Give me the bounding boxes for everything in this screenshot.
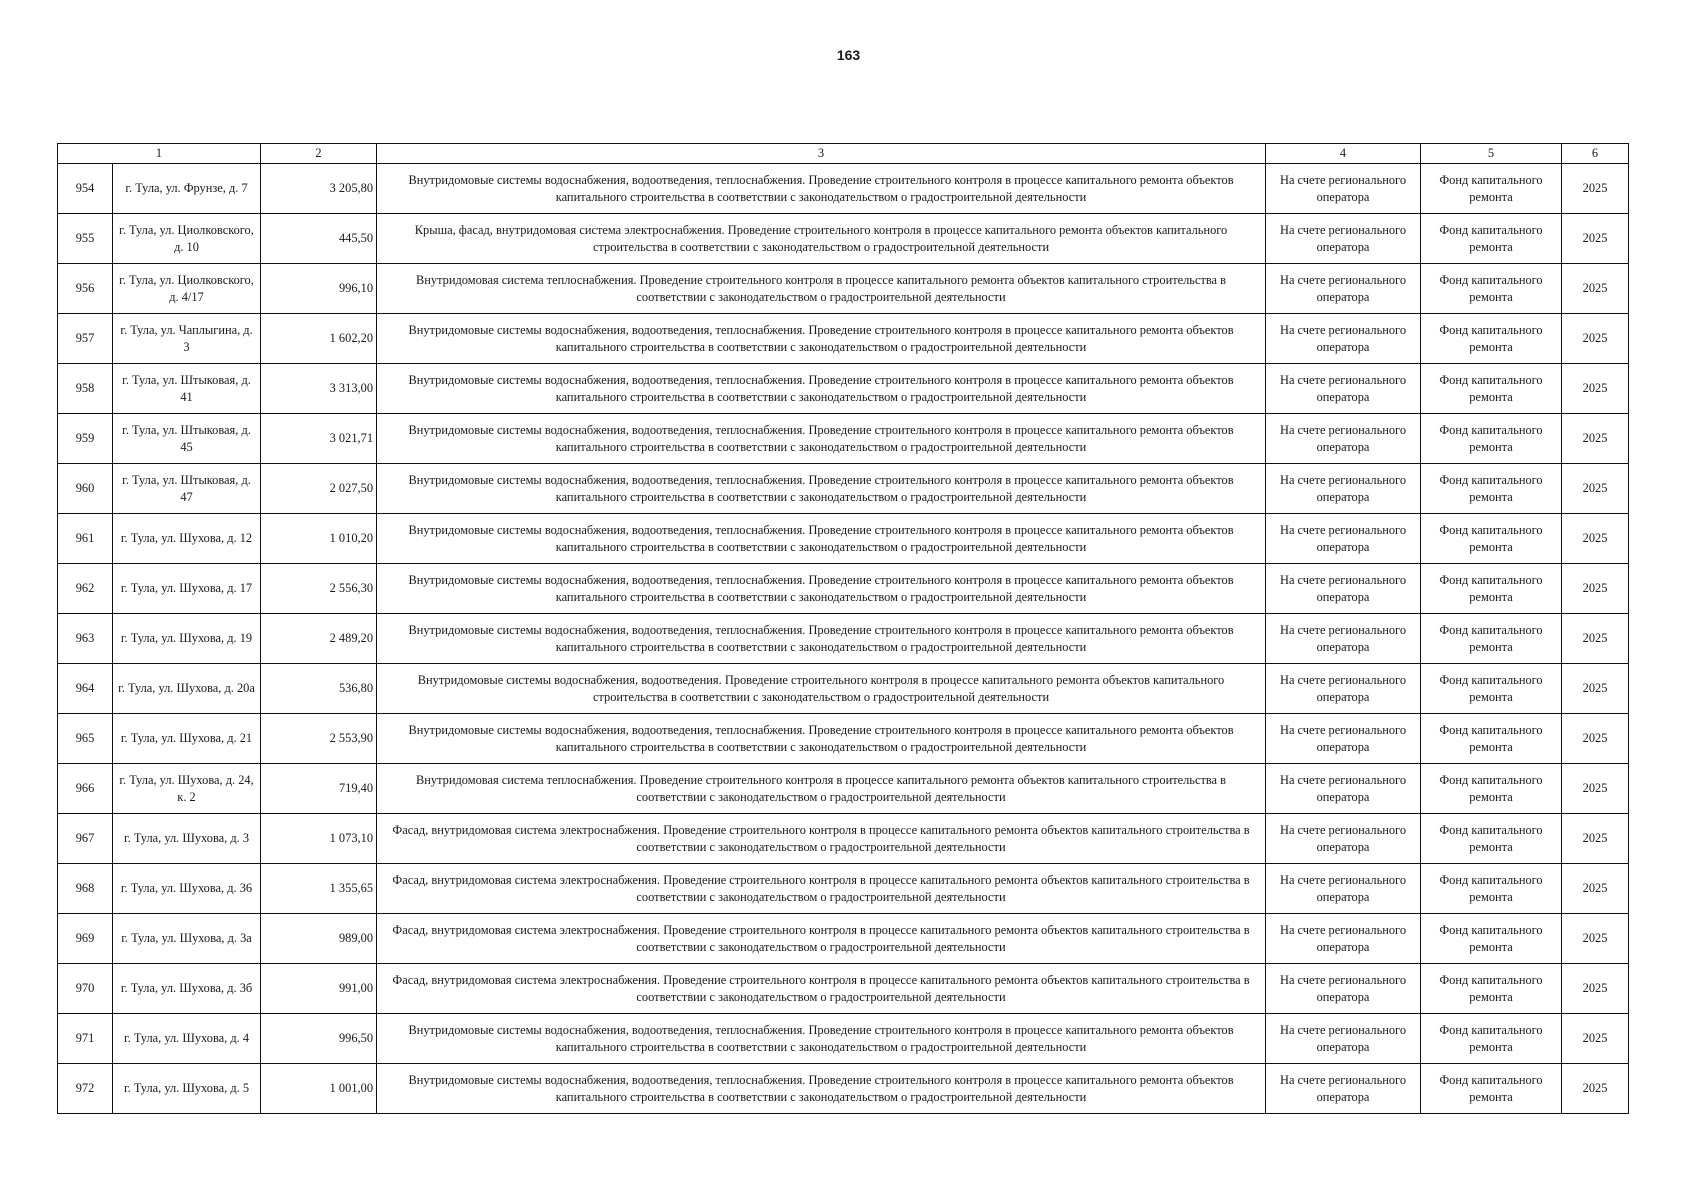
works-description-cell: Внутридомовая система теплоснабжения. Проведение строительного контроля в процессе капитального ремонта объектов капитального строительства в соответствии с законодательством о градостроительной деятельности bbox=[377, 264, 1266, 314]
funding-source-cell: Фонд капитального ремонта bbox=[1421, 414, 1562, 464]
row-number: 970 bbox=[58, 964, 113, 1014]
account-method-cell: На счете регионального оператора bbox=[1266, 464, 1421, 514]
area-cell: 2 489,20 bbox=[261, 614, 377, 664]
column-number-row bbox=[58, 144, 1629, 164]
account-method-cell: На счете регионального оператора bbox=[1266, 364, 1421, 414]
works-description-cell: Внутридомовые системы водоснабжения, водоотведения, теплоснабжения. Проведение строительного контроля в процессе капитального ремонта объектов капитального строительства в соответствии с законодательством о градостроительной деятельности bbox=[377, 514, 1266, 564]
works-description-cell: Фасад, внутридомовая система электроснабжения. Проведение строительного контроля в процессе капитального ремонта объектов капитального строительства в соответствии с законодательством о градостроительной деятельности bbox=[377, 864, 1266, 914]
account-method-cell: На счете регионального оператора bbox=[1266, 214, 1421, 264]
funding-source-cell: Фонд капитального ремонта bbox=[1421, 1064, 1562, 1114]
row-number: 961 bbox=[58, 514, 113, 564]
column-header-6: 6 bbox=[1562, 144, 1629, 164]
table-row bbox=[58, 864, 1629, 914]
account-method-cell: На счете регионального оператора bbox=[1266, 414, 1421, 464]
table-row bbox=[58, 764, 1629, 814]
row-number: 971 bbox=[58, 1014, 113, 1064]
year-cell: 2025 bbox=[1562, 264, 1629, 314]
table-row bbox=[58, 164, 1629, 214]
funding-source-cell: Фонд капитального ремонта bbox=[1421, 714, 1562, 764]
year-cell: 2025 bbox=[1562, 914, 1629, 964]
account-method-cell: На счете регионального оператора bbox=[1266, 614, 1421, 664]
works-description-cell: Внутридомовые системы водоснабжения, водоотведения, теплоснабжения. Проведение строительного контроля в процессе капитального ремонта объектов капитального строительства в соответствии с законодательством о градостроительной деятельности bbox=[377, 314, 1266, 364]
works-description-cell: Внутридомовая система теплоснабжения. Проведение строительного контроля в процессе капитального ремонта объектов капитального строительства в соответствии с законодательством о градостроительной деятельности bbox=[377, 764, 1266, 814]
page-number: 163 bbox=[836, 47, 861, 63]
account-method-cell: На счете регионального оператора bbox=[1266, 1064, 1421, 1114]
works-description-cell: Внутридомовые системы водоснабжения, водоотведения, теплоснабжения. Проведение строительного контроля в процессе капитального ремонта объектов капитального строительства в соответствии с законодательством о градостроительной деятельности bbox=[377, 1014, 1266, 1064]
row-number: 965 bbox=[58, 714, 113, 764]
works-description-cell: Фасад, внутридомовая система электроснабжения. Проведение строительного контроля в процессе капитального ремонта объектов капитального строительства в соответствии с законодательством о градостроительной деятельности bbox=[377, 814, 1266, 864]
address-cell: г. Тула, ул. Чаплыгина, д. 3 bbox=[113, 314, 261, 364]
year-cell: 2025 bbox=[1562, 314, 1629, 364]
account-method-cell: На счете регионального оператора bbox=[1266, 664, 1421, 714]
table-row bbox=[58, 514, 1629, 564]
row-number: 957 bbox=[58, 314, 113, 364]
table-row bbox=[58, 214, 1629, 264]
table-row bbox=[58, 464, 1629, 514]
row-number: 966 bbox=[58, 764, 113, 814]
year-cell: 2025 bbox=[1562, 1014, 1629, 1064]
year-cell: 2025 bbox=[1562, 964, 1629, 1014]
row-number: 955 bbox=[58, 214, 113, 264]
funding-source-cell: Фонд капитального ремонта bbox=[1421, 1014, 1562, 1064]
area-cell: 996,50 bbox=[261, 1014, 377, 1064]
works-description-cell: Внутридомовые системы водоснабжения, водоотведения, теплоснабжения. Проведение строительного контроля в процессе капитального ремонта объектов капитального строительства в соответствии с законодательством о градостроительной деятельности bbox=[377, 714, 1266, 764]
funding-source-cell: Фонд капитального ремонта bbox=[1421, 264, 1562, 314]
account-method-cell: На счете регионального оператора bbox=[1266, 564, 1421, 614]
works-description-cell: Внутридомовые системы водоснабжения, водоотведения, теплоснабжения. Проведение строительного контроля в процессе капитального ремонта объектов капитального строительства в соответствии с законодательством о градостроительной деятельности bbox=[377, 464, 1266, 514]
works-description-cell: Внутридомовые системы водоснабжения, водоотведения, теплоснабжения. Проведение строительного контроля в процессе капитального ремонта объектов капитального строительства в соответствии с законодательством о градостроительной деятельности bbox=[377, 614, 1266, 664]
account-method-cell: На счете регионального оператора bbox=[1266, 814, 1421, 864]
funding-source-cell: Фонд капитального ремонта bbox=[1421, 314, 1562, 364]
capital-repair-table bbox=[57, 143, 1629, 1114]
address-cell: г. Тула, ул. Шухова, д. 5 bbox=[113, 1064, 261, 1114]
area-cell: 1 355,65 bbox=[261, 864, 377, 914]
year-cell: 2025 bbox=[1562, 614, 1629, 664]
year-cell: 2025 bbox=[1562, 864, 1629, 914]
year-cell: 2025 bbox=[1562, 414, 1629, 464]
table-row bbox=[58, 364, 1629, 414]
column-header-4: 4 bbox=[1266, 144, 1421, 164]
year-cell: 2025 bbox=[1562, 564, 1629, 614]
funding-source-cell: Фонд капитального ремонта bbox=[1421, 614, 1562, 664]
works-description-cell: Фасад, внутридомовая система электроснабжения. Проведение строительного контроля в процессе капитального ремонта объектов капитального строительства в соответствии с законодательством о градостроительной деятельности bbox=[377, 964, 1266, 1014]
area-cell: 719,40 bbox=[261, 764, 377, 814]
area-cell: 3 205,80 bbox=[261, 164, 377, 214]
works-description-cell: Внутридомовые системы водоснабжения, водоотведения, теплоснабжения. Проведение строительного контроля в процессе капитального ремонта объектов капитального строительства в соответствии с законодательством о градостроительной деятельности bbox=[377, 414, 1266, 464]
address-cell: г. Тула, ул. Шухова, д. 19 bbox=[113, 614, 261, 664]
address-cell: г. Тула, ул. Шухова, д. 3 bbox=[113, 814, 261, 864]
address-cell: г. Тула, ул. Штыковая, д. 45 bbox=[113, 414, 261, 464]
table-row bbox=[58, 414, 1629, 464]
account-method-cell: На счете регионального оператора bbox=[1266, 964, 1421, 1014]
table-row bbox=[58, 964, 1629, 1014]
funding-source-cell: Фонд капитального ремонта bbox=[1421, 664, 1562, 714]
column-header-2: 2 bbox=[261, 144, 377, 164]
year-cell: 2025 bbox=[1562, 364, 1629, 414]
funding-source-cell: Фонд капитального ремонта bbox=[1421, 464, 1562, 514]
year-cell: 2025 bbox=[1562, 464, 1629, 514]
area-cell: 989,00 bbox=[261, 914, 377, 964]
area-cell: 991,00 bbox=[261, 964, 377, 1014]
funding-source-cell: Фонд капитального ремонта bbox=[1421, 214, 1562, 264]
area-cell: 2 556,30 bbox=[261, 564, 377, 614]
year-cell: 2025 bbox=[1562, 764, 1629, 814]
row-number: 960 bbox=[58, 464, 113, 514]
funding-source-cell: Фонд капитального ремонта bbox=[1421, 564, 1562, 614]
funding-source-cell: Фонд капитального ремонта bbox=[1421, 914, 1562, 964]
year-cell: 2025 bbox=[1562, 664, 1629, 714]
funding-source-cell: Фонд капитального ремонта bbox=[1421, 514, 1562, 564]
row-number: 968 bbox=[58, 864, 113, 914]
row-number: 964 bbox=[58, 664, 113, 714]
works-description-cell: Внутридомовые системы водоснабжения, водоотведения, теплоснабжения. Проведение строительного контроля в процессе капитального ремонта объектов капитального строительства в соответствии с законодательством о градостроительной деятельности bbox=[377, 1064, 1266, 1114]
address-cell: г. Тула, ул. Шухова, д. 17 bbox=[113, 564, 261, 614]
table-row bbox=[58, 1064, 1629, 1114]
works-description-cell: Внутридомовые системы водоснабжения, водоотведения. Проведение строительного контроля в процессе капитального ремонта объектов капитального строительства в соответствии с законодательством о градостроительной деятельности bbox=[377, 664, 1266, 714]
row-number: 958 bbox=[58, 364, 113, 414]
address-cell: г. Тула, ул. Шухова, д. 3а bbox=[113, 914, 261, 964]
address-cell: г. Тула, ул. Фрунзе, д. 7 bbox=[113, 164, 261, 214]
row-number: 967 bbox=[58, 814, 113, 864]
account-method-cell: На счете регионального оператора bbox=[1266, 714, 1421, 764]
table-row bbox=[58, 814, 1629, 864]
table-row bbox=[58, 664, 1629, 714]
year-cell: 2025 bbox=[1562, 514, 1629, 564]
table-row bbox=[58, 1014, 1629, 1064]
area-cell: 2 553,90 bbox=[261, 714, 377, 764]
works-description-cell: Фасад, внутридомовая система электроснабжения. Проведение строительного контроля в процессе капитального ремонта объектов капитального строительства в соответствии с законодательством о градостроительной деятельности bbox=[377, 914, 1266, 964]
account-method-cell: На счете регионального оператора bbox=[1266, 314, 1421, 364]
area-cell: 2 027,50 bbox=[261, 464, 377, 514]
address-cell: г. Тула, ул. Шухова, д. 20а bbox=[113, 664, 261, 714]
address-cell: г. Тула, ул. Шухова, д. 4 bbox=[113, 1014, 261, 1064]
account-method-cell: На счете регионального оператора bbox=[1266, 514, 1421, 564]
column-header-1: 1 bbox=[58, 144, 261, 164]
funding-source-cell: Фонд капитального ремонта bbox=[1421, 764, 1562, 814]
address-cell: г. Тула, ул. Штыковая, д. 47 bbox=[113, 464, 261, 514]
area-cell: 1 010,20 bbox=[261, 514, 377, 564]
table-row bbox=[58, 714, 1629, 764]
works-description-cell: Внутридомовые системы водоснабжения, водоотведения, теплоснабжения. Проведение строительного контроля в процессе капитального ремонта объектов капитального строительства в соответствии с законодательством о градостроительной деятельности bbox=[377, 164, 1266, 214]
address-cell: г. Тула, ул. Циолковского, д. 4/17 bbox=[113, 264, 261, 314]
row-number: 969 bbox=[58, 914, 113, 964]
works-description-cell: Внутридомовые системы водоснабжения, водоотведения, теплоснабжения. Проведение строительного контроля в процессе капитального ремонта объектов капитального строительства в соответствии с законодательством о градостроительной деятельности bbox=[377, 364, 1266, 414]
funding-source-cell: Фонд капитального ремонта bbox=[1421, 814, 1562, 864]
row-number: 954 bbox=[58, 164, 113, 214]
account-method-cell: На счете регионального оператора bbox=[1266, 914, 1421, 964]
funding-source-cell: Фонд капитального ремонта bbox=[1421, 164, 1562, 214]
funding-source-cell: Фонд капитального ремонта bbox=[1421, 864, 1562, 914]
area-cell: 1 073,10 bbox=[261, 814, 377, 864]
area-cell: 3 021,71 bbox=[261, 414, 377, 464]
address-cell: г. Тула, ул. Шухова, д. 3б bbox=[113, 964, 261, 1014]
row-number: 962 bbox=[58, 564, 113, 614]
works-description-cell: Крыша, фасад, внутридомовая система электроснабжения. Проведение строительного контроля в процессе капитального ремонта объектов капитального строительства в соответствии с законодательством о градостроительной деятельности bbox=[377, 214, 1266, 264]
area-cell: 1 602,20 bbox=[261, 314, 377, 364]
year-cell: 2025 bbox=[1562, 1064, 1629, 1114]
account-method-cell: На счете регионального оператора bbox=[1266, 864, 1421, 914]
year-cell: 2025 bbox=[1562, 714, 1629, 764]
account-method-cell: На счете регионального оператора bbox=[1266, 264, 1421, 314]
works-description-cell: Внутридомовые системы водоснабжения, водоотведения, теплоснабжения. Проведение строительного контроля в процессе капитального ремонта объектов капитального строительства в соответствии с законодательством о градостроительной деятельности bbox=[377, 564, 1266, 614]
funding-source-cell: Фонд капитального ремонта bbox=[1421, 964, 1562, 1014]
area-cell: 445,50 bbox=[261, 214, 377, 264]
column-header-3: 3 bbox=[377, 144, 1266, 164]
year-cell: 2025 bbox=[1562, 814, 1629, 864]
funding-source-cell: Фонд капитального ремонта bbox=[1421, 364, 1562, 414]
table-row bbox=[58, 614, 1629, 664]
address-cell: г. Тула, ул. Штыковая, д. 41 bbox=[113, 364, 261, 414]
row-number: 959 bbox=[58, 414, 113, 464]
column-header-5: 5 bbox=[1421, 144, 1562, 164]
area-cell: 3 313,00 bbox=[261, 364, 377, 414]
year-cell: 2025 bbox=[1562, 214, 1629, 264]
row-number: 963 bbox=[58, 614, 113, 664]
table-row bbox=[58, 564, 1629, 614]
address-cell: г. Тула, ул. Шухова, д. 21 bbox=[113, 714, 261, 764]
area-cell: 1 001,00 bbox=[261, 1064, 377, 1114]
address-cell: г. Тула, ул. Шухова, д. 12 bbox=[113, 514, 261, 564]
account-method-cell: На счете регионального оператора bbox=[1266, 1014, 1421, 1064]
address-cell: г. Тула, ул. Шухова, д. 36 bbox=[113, 864, 261, 914]
row-number: 972 bbox=[58, 1064, 113, 1114]
year-cell: 2025 bbox=[1562, 164, 1629, 214]
table-row bbox=[58, 914, 1629, 964]
row-number: 956 bbox=[58, 264, 113, 314]
address-cell: г. Тула, ул. Циолковского, д. 10 bbox=[113, 214, 261, 264]
area-cell: 536,80 bbox=[261, 664, 377, 714]
table-row bbox=[58, 314, 1629, 364]
table-row bbox=[58, 264, 1629, 314]
address-cell: г. Тула, ул. Шухова, д. 24, к. 2 bbox=[113, 764, 261, 814]
area-cell: 996,10 bbox=[261, 264, 377, 314]
account-method-cell: На счете регионального оператора bbox=[1266, 164, 1421, 214]
account-method-cell: На счете регионального оператора bbox=[1266, 764, 1421, 814]
